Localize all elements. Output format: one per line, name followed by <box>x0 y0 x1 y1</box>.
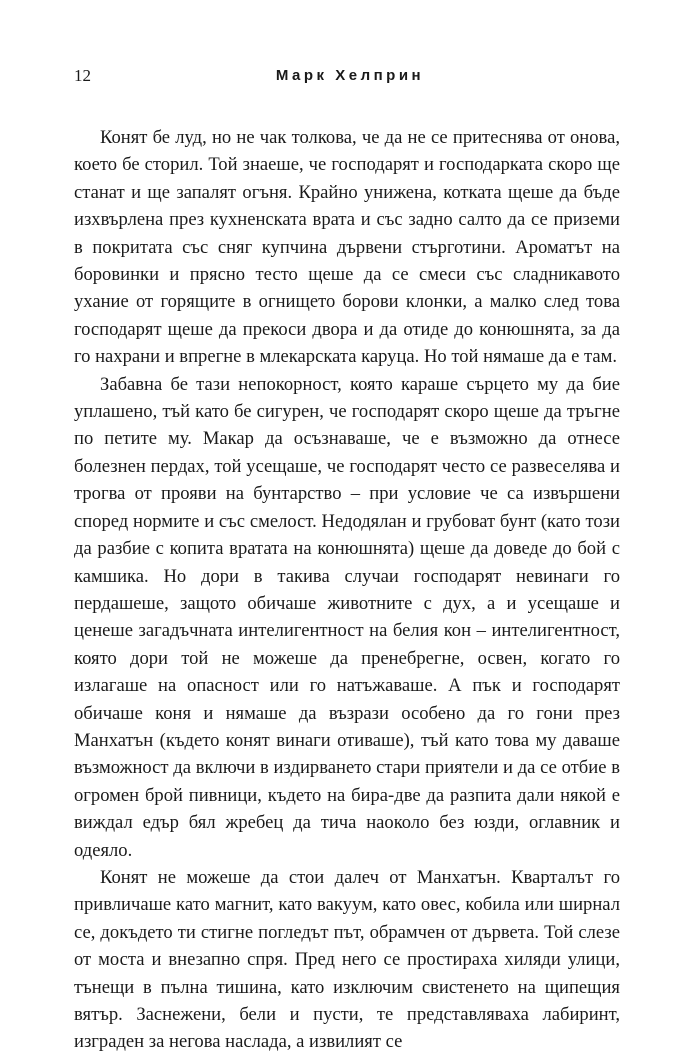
body-text <box>74 124 620 1056</box>
running-head <box>74 64 626 88</box>
author-name: Марк Хелприн <box>275 67 425 84</box>
paragraph-2: Забавна бе тази непокорност, която караше сърцето му да бие уплашено, тъй като бе сигурен, че господарят скоро щеше да тръгне по петите му. Макар да осъзнаваше, че е възможно да отнесе болезнен пердах, той усещаше, че господарят често се развеселява и трогва от прояви на бунтарство – при условие че са извършени според нормите и със смелост. Недодялан и грубоват бунт (като този да разбие с копита вратата на конюшнята) щеше да доведе до бой с камшика. Но дори в такива случаи господарят невинаги го пердашеше, защото обичаше животните с дух, а и усещаше и ценеше загадъчната интелигентност на белия кон – интелигентност, която дори той не можеше да пренебрегне, освен, когато го излагаше на опасност или го натъжаваше. А пък и господарят обичаше коня и нямаше да възрази особено да го гони през Манхатън (където конят винаги отиваше), тъй като това му даваше възможност да включи в издирването стари приятели и да се отбие в огромен брой пивници, където на бира-две да разпита дали някой е виждал едър бял жребец да тича наоколо без юзди, оглавник и одеяло. <box>74 373 620 861</box>
paragraph-1: Конят бе луд, но не чак толкова, че да не се притеснява от онова, което бе сторил. Той знаеше, че господарят и господарката скоро ще станат и ще запалят огъня. Крайно унижена, котката щеше да бъде изхвърлена през кухненската врата и със задно салто да се приземи в покритата със сняг купчина дървени стърготини. Ароматът на боровинки и прясно тесто щеше да се смеси със сладникавото ухание от горящите в огнището борови клонки, а малко след това господарят щеше да прекоси двора и да отиде до конюшнята, за да го нахрани и впрегне в млекарската каруца. Но той нямаше да е там. <box>74 127 620 368</box>
paragraph-3: Конят не можеше да стои далеч от Манхатън. Кварталът го привличаше като магнит, като вакуум, като овес, кобила или ширнал се, докъдето ти стигне погледът път, обрамчен от дървета. Той слезе от моста и внезапно спря. Пред него се простираха хиляди улици, тънещи в пълна тишина, като изключим свистенето на щипещия вятър. Заснежени, бели и пусти, те представляваха лабиринт, изграден за негова наслада, а извилият се <box>74 866 620 1053</box>
page-number: 12 <box>74 66 91 85</box>
